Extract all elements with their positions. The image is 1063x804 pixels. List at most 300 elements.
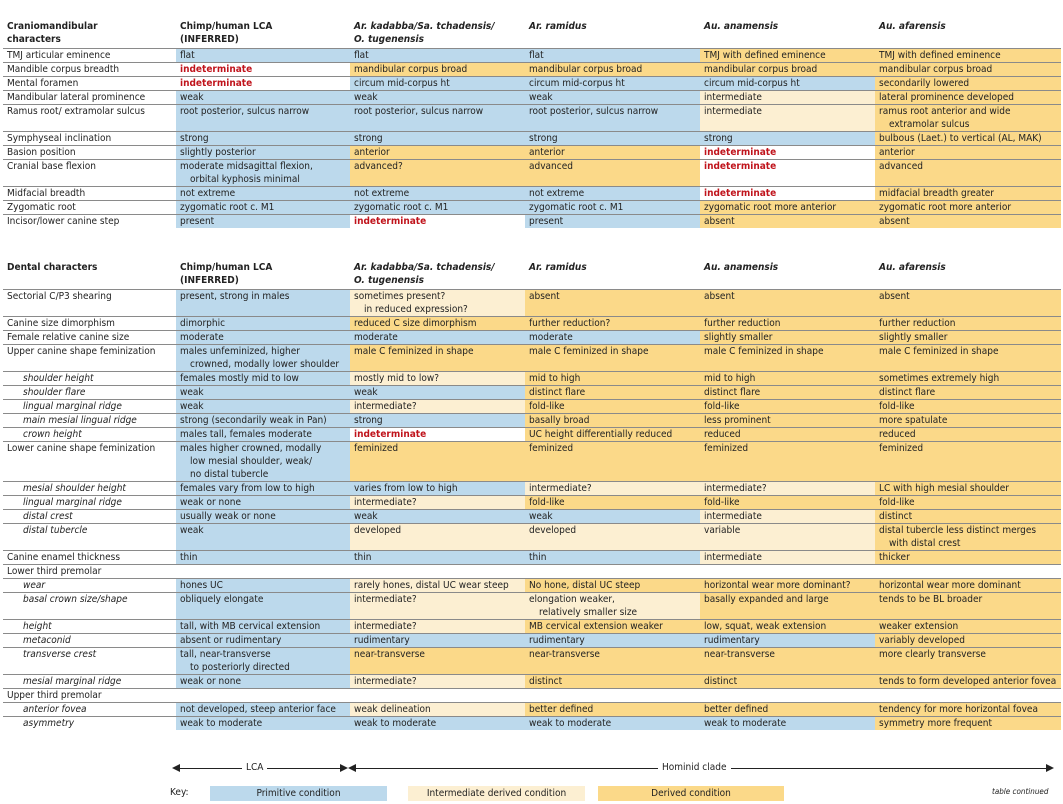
table-cell [875, 428, 1061, 442]
cell-text: UC height differentially reduced [529, 429, 673, 440]
cell-text: strong [180, 133, 209, 144]
cell-text: slightly posterior [180, 147, 256, 158]
table-cell [700, 620, 875, 634]
table-cell [176, 317, 350, 331]
cell-text: near-transverse [354, 649, 425, 660]
table-row [3, 634, 1061, 648]
cell-text: weak [354, 387, 378, 398]
table-row [3, 215, 1061, 229]
table-row [3, 496, 1061, 510]
table-cell [350, 91, 525, 105]
table-cell [875, 386, 1061, 400]
cell-text: anterior [879, 147, 915, 158]
lca-right-arrowhead [340, 764, 348, 772]
cell-text: present, strong in males [180, 291, 290, 302]
cell-text: weak [354, 511, 378, 522]
cell-text: strong [354, 415, 383, 426]
cell-text: variably developed [879, 635, 966, 646]
table-cell [525, 510, 700, 524]
cell-text: weak [529, 511, 553, 522]
table-cell [350, 386, 525, 400]
cell-text: more spatulate [879, 415, 948, 426]
row-label: metaconid [3, 634, 176, 648]
column-header-5: Au. afarensis [879, 262, 946, 273]
cell-text: male C feminized in shape [879, 346, 999, 357]
cell-text: better defined [704, 704, 769, 715]
table-cell [350, 689, 525, 703]
cell-text: moderate [180, 332, 224, 343]
cell-text: fold-like [704, 401, 740, 412]
cell-text: flat [180, 50, 195, 61]
cell-text: not extreme [354, 188, 410, 199]
cell-text: horizontal wear more dominant? [704, 580, 851, 591]
table-cell [700, 49, 875, 63]
table-cell [875, 290, 1061, 317]
cell-text: distinct [879, 511, 913, 522]
cell-text: intermediate? [354, 401, 417, 412]
table-row [3, 372, 1061, 386]
table-row [3, 317, 1061, 331]
cell-text: orbital kyphosis minimal [190, 174, 300, 185]
cell-text: intermediate? [354, 676, 417, 687]
cell-text: zygomatic root more anterior [704, 202, 837, 213]
cell-text: bulbous (Laet.) to vertical (AL, MAK) [879, 133, 1042, 144]
row-label: Symphyseal inclination [3, 132, 176, 146]
cell-text: intermediate [704, 92, 762, 103]
table-cell [176, 524, 350, 551]
table-row [3, 331, 1061, 345]
column-header-4: Au. anamensis [704, 262, 779, 273]
table-cell [525, 620, 700, 634]
table-cell [350, 290, 525, 317]
column-header-4: Au. anamensis [704, 21, 779, 32]
table-cell [875, 579, 1061, 593]
table-cell [176, 482, 350, 496]
table-row [3, 400, 1061, 414]
cell-text: circum mid-corpus ht [354, 78, 450, 89]
cell-text: better defined [529, 704, 594, 715]
table-cell [525, 146, 700, 160]
cell-text: root posterior, sulcus narrow [529, 106, 659, 117]
row-label: basal crown size/shape [3, 593, 176, 620]
table-row [3, 201, 1061, 215]
table-cell [176, 49, 350, 63]
cell-text: male C feminized in shape [529, 346, 649, 357]
table-cell [875, 717, 1061, 731]
cell-text: females vary from low to high [180, 483, 315, 494]
cell-text: intermediate? [704, 483, 767, 494]
row-label: height [3, 620, 176, 634]
cell-text: dimorphic [180, 318, 226, 329]
table-cell [525, 648, 700, 675]
row-label: crown height [3, 428, 176, 442]
cell-text: weak [529, 92, 553, 103]
cell-text: intermediate? [529, 483, 592, 494]
table-cell [875, 160, 1061, 187]
cell-text: absent or rudimentary [180, 635, 282, 646]
lca-label: LCA [242, 762, 267, 773]
table-cell [875, 345, 1061, 372]
cell-text: rudimentary [704, 635, 760, 646]
clade-right-arrowhead [1046, 764, 1054, 772]
table-row [3, 551, 1061, 565]
row-label: Mandibular lateral prominence [3, 91, 176, 105]
cell-text: not extreme [529, 188, 585, 199]
row-label: transverse crest [3, 648, 176, 675]
cell-text: slightly smaller [879, 332, 948, 343]
row-label: lingual marginal ridge [3, 496, 176, 510]
column-header-1: Chimp/human LCA (INFERRED) [180, 21, 273, 45]
cell-text: slightly smaller [704, 332, 773, 343]
cell-text: midfacial breadth greater [879, 188, 995, 199]
table-cell [176, 703, 350, 717]
cell-text: fold-like [879, 401, 915, 412]
cell-text: weak [180, 401, 204, 412]
table-cell [875, 49, 1061, 63]
table-cell [875, 551, 1061, 565]
table-row [3, 579, 1061, 593]
cell-text: weak or none [180, 497, 241, 508]
table-cell [176, 345, 350, 372]
cell-text: anterior [529, 147, 565, 158]
cell-text: feminized [529, 443, 574, 454]
cell-text: near-transverse [529, 649, 600, 660]
table-row [3, 146, 1061, 160]
table-cell [875, 703, 1061, 717]
cell-text: usually weak or none [180, 511, 276, 522]
dental-table [3, 261, 1061, 730]
table-cell [350, 105, 525, 132]
table-cell [875, 414, 1061, 428]
column-header-0: Craniomandibular characters [7, 21, 98, 45]
cell-text: indeterminate [354, 216, 427, 227]
table-cell [525, 565, 700, 579]
table-cell [875, 187, 1061, 201]
row-label: TMJ articular eminence [3, 49, 176, 63]
table-row [3, 482, 1061, 496]
row-label: mesial shoulder height [3, 482, 176, 496]
table-cell [525, 345, 700, 372]
table-row [3, 91, 1061, 105]
table-cell [700, 482, 875, 496]
cell-text: intermediate? [354, 497, 417, 508]
cell-text: mid to high [704, 373, 756, 384]
cell-text: indeterminate [354, 429, 427, 440]
cell-text: indeterminate [180, 64, 253, 75]
cell-text: obliquely elongate [180, 594, 264, 605]
table-cell [700, 689, 875, 703]
table-cell [875, 620, 1061, 634]
table-cell [176, 91, 350, 105]
cell-text: further reduction? [529, 318, 611, 329]
indeterminate-cell [700, 146, 875, 160]
cell-text: distal tubercle less distinct merges [879, 525, 1037, 536]
indeterminate-cell [176, 77, 350, 91]
table-row [3, 442, 1061, 482]
table-cell [176, 675, 350, 689]
table-cell [875, 146, 1061, 160]
cell-text: intermediate? [354, 621, 417, 632]
cell-text: weak delineation [354, 704, 431, 715]
clade-label: Hominid clade [658, 762, 731, 773]
table-cell [176, 593, 350, 620]
cell-text: moderate midsagittal flexion, [180, 161, 313, 172]
cell-text: root posterior, sulcus narrow [354, 106, 484, 117]
cell-text: in reduced expression? [364, 304, 468, 315]
table-cell [875, 215, 1061, 229]
table-cell [875, 372, 1061, 386]
cell-text: males tall, females moderate [180, 429, 312, 440]
row-label: Sectorial C/P3 shearing [3, 290, 176, 317]
table-cell [176, 565, 350, 579]
table-cell [875, 63, 1061, 77]
cell-text: thin [529, 552, 547, 563]
table-cell [350, 49, 525, 63]
table-cell [350, 634, 525, 648]
table-row [3, 160, 1061, 187]
table-cell [176, 510, 350, 524]
cell-text: moderate [529, 332, 573, 343]
table-cell [700, 634, 875, 648]
cell-text: further reduction [704, 318, 781, 329]
table-cell [700, 648, 875, 675]
cell-text: low mesial shoulder, weak/ [190, 456, 312, 467]
table-cell [700, 428, 875, 442]
table-cell [176, 579, 350, 593]
table-cell [700, 565, 875, 579]
cell-text: No hone, distal UC steep [529, 580, 641, 591]
table-cell [525, 428, 700, 442]
cell-text: zygomatic root c. M1 [354, 202, 449, 213]
table-row [3, 132, 1061, 146]
table-cell [176, 648, 350, 675]
indeterminate-cell [700, 160, 875, 187]
table-cell [875, 400, 1061, 414]
cell-text: feminized [354, 443, 399, 454]
cell-text: distinct flare [704, 387, 761, 398]
cell-text: sometimes present? [354, 291, 446, 302]
table-cell [525, 703, 700, 717]
cell-text: intermediate [704, 106, 762, 117]
table-cell [700, 524, 875, 551]
table-cell [176, 215, 350, 229]
row-label: Lower canine shape feminization [3, 442, 176, 482]
table-cell [700, 593, 875, 620]
table-row [3, 565, 1061, 579]
cell-text: less prominent [704, 415, 771, 426]
table-cell [875, 593, 1061, 620]
cell-text: weak to moderate [529, 718, 612, 729]
cell-text: near-transverse [704, 649, 775, 660]
table-cell [700, 105, 875, 132]
cell-text: MB cervical extension weaker [529, 621, 663, 632]
cell-text: present [180, 216, 215, 227]
table-cell [525, 91, 700, 105]
cell-text: tends to form developed anterior fovea [879, 676, 1057, 687]
cell-text: basally expanded and large [704, 594, 829, 605]
table-cell [350, 703, 525, 717]
column-header-3: Ar. ramidus [529, 21, 587, 32]
key-intermediate: Intermediate derived condition [408, 786, 585, 801]
cell-text: crowned, modally lower shoulder [190, 359, 340, 370]
table-cell [176, 105, 350, 132]
cell-text: thin [180, 552, 198, 563]
table-cell [700, 372, 875, 386]
cell-text: tends to be BL broader [879, 594, 983, 605]
row-label: Upper canine shape feminization [3, 345, 176, 372]
row-label: asymmetry [3, 717, 176, 731]
cell-text: weak [180, 387, 204, 398]
table-cell [875, 648, 1061, 675]
table-cell [350, 160, 525, 187]
table-cell [176, 414, 350, 428]
table-cell [700, 675, 875, 689]
cell-text: absent [879, 216, 910, 227]
table-cell [525, 675, 700, 689]
table-cell [350, 400, 525, 414]
cell-text: moderate [354, 332, 398, 343]
table-row [3, 386, 1061, 400]
table-cell [176, 160, 350, 187]
cell-text: flat [354, 50, 369, 61]
row-label: mesial marginal ridge [3, 675, 176, 689]
cell-text: mid to high [529, 373, 581, 384]
table-row [3, 648, 1061, 675]
table-cell [525, 187, 700, 201]
cell-text: zygomatic root c. M1 [529, 202, 624, 213]
table-cell [176, 496, 350, 510]
cell-text: strong [354, 133, 383, 144]
cell-text: more clearly transverse [879, 649, 986, 660]
table-cell [525, 579, 700, 593]
table-cell [350, 675, 525, 689]
group-label: Lower third premolar [3, 565, 176, 579]
table-cell [700, 317, 875, 331]
cell-text: low, squat, weak extension [704, 621, 827, 632]
table-cell [176, 428, 350, 442]
table-cell [350, 648, 525, 675]
table-cell [525, 386, 700, 400]
table-cell [525, 105, 700, 132]
cell-text: LC with high mesial shoulder [879, 483, 1009, 494]
table-footer [0, 756, 1063, 804]
cell-text: weak to moderate [704, 718, 787, 729]
table-cell [875, 634, 1061, 648]
cell-text: anterior [354, 147, 390, 158]
cell-text: fold-like [529, 497, 565, 508]
group-label: Upper third premolar [3, 689, 176, 703]
table-cell [700, 215, 875, 229]
table-cell [875, 91, 1061, 105]
table-cell [875, 675, 1061, 689]
cell-text: reduced C size dimorphism [354, 318, 477, 329]
cell-text: weak or none [180, 676, 241, 687]
table-cell [350, 414, 525, 428]
table-cell [176, 290, 350, 317]
table-cell [875, 510, 1061, 524]
cell-text: mandibular corpus broad [879, 64, 993, 75]
table-row [3, 593, 1061, 620]
table-cell [350, 593, 525, 620]
table-cell [350, 372, 525, 386]
table-cell [176, 372, 350, 386]
table-cell [525, 132, 700, 146]
cell-text: fold-like [529, 401, 565, 412]
cell-text: females mostly mid to low [180, 373, 299, 384]
cell-text: elongation weaker, [529, 594, 615, 605]
cell-text: developed [354, 525, 402, 536]
cell-text: distinct [529, 676, 563, 687]
table-cell [176, 689, 350, 703]
cell-text: root posterior, sulcus narrow [180, 106, 310, 117]
table-cell [700, 579, 875, 593]
table-cell [875, 442, 1061, 482]
table-cell [700, 63, 875, 77]
table-cell [525, 496, 700, 510]
table-cell [700, 132, 875, 146]
cell-text: variable [704, 525, 741, 536]
row-label: Incisor/lower canine step [3, 215, 176, 229]
table-row [3, 428, 1061, 442]
table-row [3, 105, 1061, 132]
table-cell [350, 565, 525, 579]
column-header-2: Ar. kadabba/Sa. tchadensis/ O. tugenensis [354, 21, 495, 45]
row-label: distal crest [3, 510, 176, 524]
table-cell [875, 331, 1061, 345]
row-label: Ramus root/ extramolar sulcus [3, 105, 176, 132]
cell-text: TMJ with defined eminence [879, 50, 1001, 61]
table-cell [350, 551, 525, 565]
cell-text: thin [354, 552, 372, 563]
table-cell [875, 132, 1061, 146]
table-cell [350, 187, 525, 201]
column-header-2: Ar. kadabba/Sa. tchadensis/ O. tugenensis [354, 262, 495, 286]
table-cell [525, 634, 700, 648]
table-cell [176, 187, 350, 201]
cell-text: male C feminized in shape [354, 346, 474, 357]
row-label: distal tubercle [3, 524, 176, 551]
cell-text: indeterminate [704, 161, 777, 172]
cell-text: weak [180, 525, 204, 536]
table-cell [700, 290, 875, 317]
table-cell [525, 331, 700, 345]
cell-text: weaker extension [879, 621, 959, 632]
table-cell [525, 160, 700, 187]
table-row [3, 675, 1061, 689]
table-cell [525, 77, 700, 91]
cell-text: intermediate [704, 511, 762, 522]
cell-text: relatively smaller size [539, 607, 638, 618]
table-cell [350, 63, 525, 77]
table-cell [700, 345, 875, 372]
table-cell [875, 317, 1061, 331]
table-cell [525, 482, 700, 496]
cell-text: no distal tubercle [190, 469, 269, 480]
column-header-5: Au. afarensis [879, 21, 946, 32]
cell-text: advanced [879, 161, 923, 172]
table-row [3, 187, 1061, 201]
column-header-1: Chimp/human LCA (INFERRED) [180, 262, 273, 286]
table-cell [525, 524, 700, 551]
indeterminate-cell [176, 63, 350, 77]
cell-text: intermediate [704, 552, 762, 563]
craniomandibular-table [3, 20, 1061, 228]
cell-text: zygomatic root c. M1 [180, 202, 275, 213]
table-cell [350, 201, 525, 215]
table-cell [700, 77, 875, 91]
table-cell [350, 345, 525, 372]
cell-text: weak to moderate [180, 718, 263, 729]
